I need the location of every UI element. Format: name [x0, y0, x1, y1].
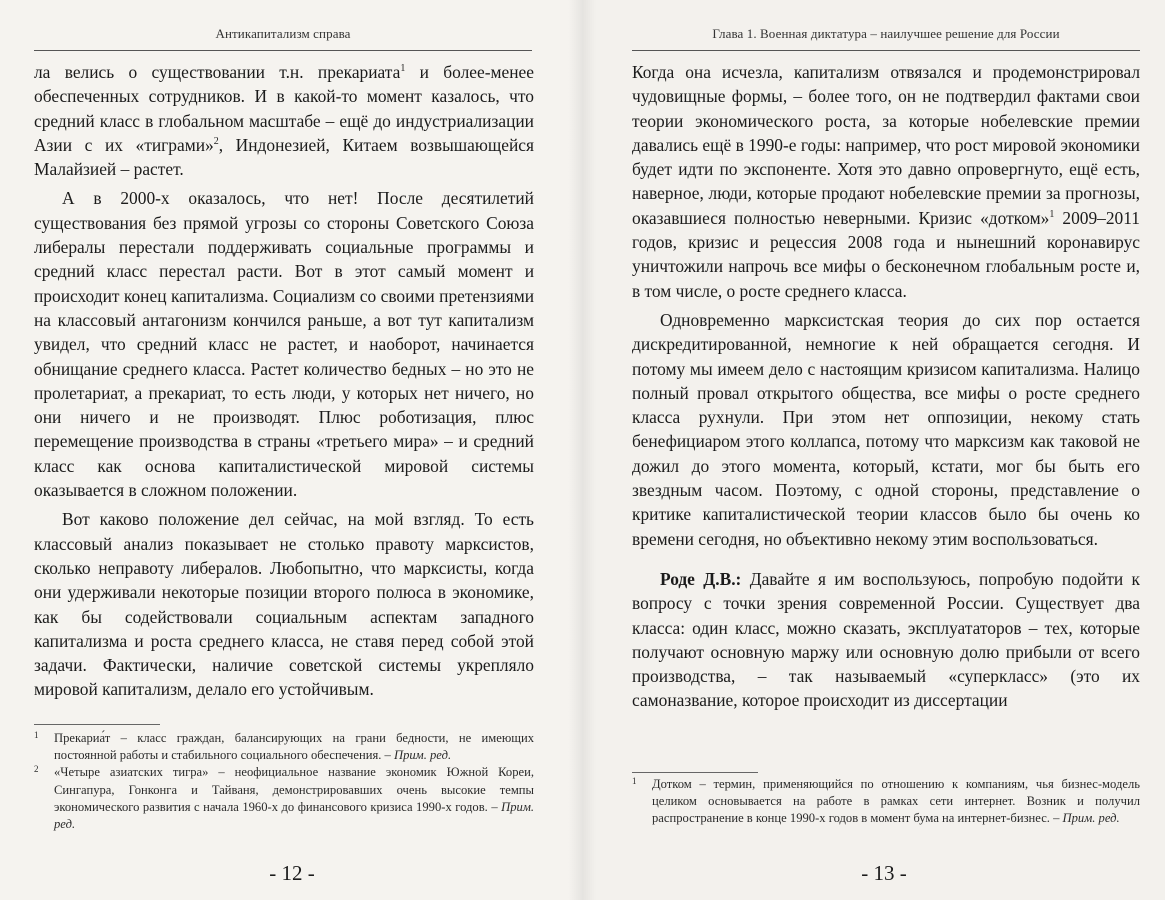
- footnotes: [632, 776, 1140, 828]
- footnote-text: Прекариа́т – класс граждан, балансирующих на грани бедности, не имеющих постоянной работы и стабильного социального обеспечения. –: [54, 731, 534, 763]
- paragraph: Вот каково положение дел сейчас, на мой взгляд. То есть классовый анализ показывает не столько правоту марксистов, сколько неправоту либералов. Любопытно, что марксисты, когда они удерживали некоторые позиции второго полюса в экономике, как бы содействовали социальным аспектам западного капитализма и роста среднего класса, не ставя перед собой этой задачи. Фактически, наличие советской системы укрепляло мировой капитализм, делало его устойчивым.: [34, 509, 534, 700]
- footnote-divider: [34, 724, 160, 725]
- speaker-name: Роде Д.В.:: [660, 568, 742, 589]
- page-number: - 13 -: [861, 861, 907, 885]
- running-head: Глава 1. Военная диктатура – наилучшее решение для России: [632, 26, 1140, 51]
- footnote-mark: 1: [632, 776, 637, 786]
- text-run: , Индонезией, Китаем возвышающейся Малайзией – растет.: [34, 134, 534, 180]
- paragraph: А в 2000-х оказалось, что нет! После десятилетий существования без прямой угрозы со стороны Советского Союза либералы перестали поддерживать социальные программы и средний класс перестал расти. Вот в этот самый момент и происходит конец капитализма. Социализм со своими претензиями на классовый антагонизм кончился раньше, а вот тут капитализм увидел, что средний класс не растет, и наоборот, начинается обнищание среднего класса. Растет количество бедных – но это не пролетариат, а прекариат, то есть люди, у которых нет ничего, но они ничего и не производят. Плюс роботизация, плюс перемещение производства в страны «третьего мира» – и средний класс как основа капиталистической мировой системы оказывается в сложном положении.: [34, 188, 534, 501]
- paragraph: [632, 60, 1140, 303]
- footnote-divider: [632, 772, 758, 773]
- text-run: Когда она исчезла, капитализм отвязался и продемонстрировал чудовищные формы, – более того, он не подтвердил фактами свои теории экономического роста, за которые нобелевские премии давались ещё в 1990-е годы: например, что рост мировой экономики будет идти по экспоненте. Хотя это давно опровергнуто, ещё есть, наверное, люди, которые продают нобелевские премии за прогнозы, оказавшиеся полностью неверными. Кризис «дотком»: [632, 62, 1140, 228]
- speaker-paragraph: [632, 567, 1140, 713]
- editor-note: Прим. ред.: [54, 799, 534, 832]
- editor-note: Прим. ред.: [1062, 811, 1120, 826]
- book-gutter: [568, 0, 596, 900]
- footnote-ref: 1: [400, 63, 406, 74]
- speaker-text: Давайте я им воспользуюсь, попробую подойти к вопросу с точки зрения современной России. Существует два класса: один класс, можно сказать, эксплуататоров – тех, которые получают основную маржу или основную долю прибыли от всего производства, – так называемый «суперкласс» (это их самоназвание, которое происходит из диссертации: [632, 568, 1140, 711]
- text-run: 2009–2011 годов, кризис и рецессия 2008 года и нынешний коронавирус уничтожили напрочь все мифы о бесконечном глобальным росте и, в том числе, о росте среднего класса.: [632, 207, 1140, 301]
- paragraph: Одновременно марксистская теория до сих пор остается дискредитированной, немногие к ней обращается сегодня. И потому мы имеем дело с настоящим кризисом капитализма. Налицо полный провал открытого общества, все мифы о росте среднего класса рухнули. При этом нет оппозиции, некому стать бенефициаром этого коллапса, потому что марксизм как таковой не дожил до этого момента, который, кстати, мог бы быть его звездным часом. Поэтому, с одной стороны, представление о критике капиталистической теории классов было бы очень ко времени сегодня, но объективно некому этим воспользоваться.: [632, 309, 1140, 549]
- text-run: и более-менее обеспеченных сотрудников. И в какой-то момент казалось, что средний класс в глобальном масштабе – ещё до индустриализации Азии с их «тиграми»: [34, 62, 534, 155]
- footnote-text: Дотком – термин, применяющийся по отношению к компаниям, чья бизнес-модель целиком основывается на работе в рамках сети интернет. Возник и получил распространение в конце 1990-х годов в момент бума на интернет-бизнес. –: [652, 777, 1140, 826]
- page-number: - 12 -: [269, 861, 315, 885]
- left-page: [0, 0, 582, 900]
- editor-note: Прим. ред.: [393, 748, 452, 763]
- text-run: ла велись о существовании т.н. прекариата: [34, 62, 401, 82]
- page-body: [34, 60, 534, 702]
- footnotes: [34, 730, 534, 833]
- paragraph: [34, 60, 534, 181]
- footnote: [34, 730, 534, 764]
- footnote-mark: 1: [34, 730, 39, 740]
- footnote-text: «Четыре азиатских тигра» – неофициальное название экономик Южной Кореи, Сингапура, Гонконга и Тайваня, демонстрировавших очень высокие темпы экономического развития с начала 1960-х до финансового кризиса 1990-х годов. –: [54, 765, 534, 814]
- footnote-mark: 2: [34, 764, 39, 775]
- footnote-ref: 2: [213, 135, 219, 147]
- footnote-ref: 1: [1049, 208, 1055, 220]
- running-head: Антикапитализм справа: [34, 26, 532, 51]
- page-body: [632, 60, 1140, 713]
- footnote: [34, 764, 534, 833]
- footnote: [632, 776, 1140, 828]
- right-page: [582, 0, 1165, 900]
